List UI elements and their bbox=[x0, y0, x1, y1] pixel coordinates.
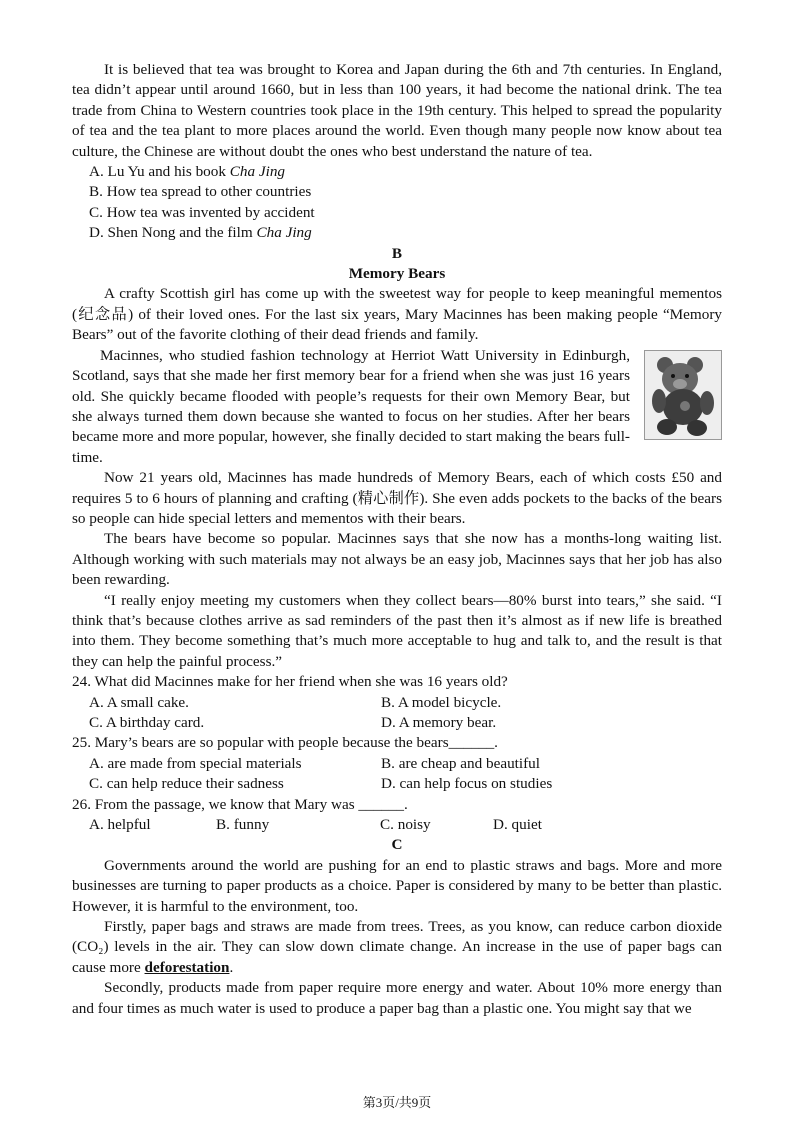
option-b: B. How tea spread to other countries bbox=[89, 183, 312, 201]
passage-a-paragraph: It is believed that tea was brought to Korea and Japan during the 6th and 7th centuries. In England, tea didn’t appear until around 1660, but in less than 100 years, it had become the national drink. The tea trade from China to Western countries took place in the 19th century. This helped to spread the popularity of tea and the tea plant to more places around the world. Even though many people now know about tea culture, the Chinese are without doubt the ones who best understand the nature of tea. bbox=[72, 61, 722, 160]
page-content bbox=[72, 60, 722, 1019]
q26-option-a: A. helpful bbox=[89, 816, 151, 834]
passage-b-p5: “I really enjoy meeting my customers when they collect bears—80% burst into tears,” she said. “I think that’s because clothes arrive as sad reminders of the past then it’s almost as if new life is breathed into them. They become something that’s much more acceptable to hug and talk to, and the result is that they can help the painful process.” bbox=[72, 591, 722, 670]
question-24-options-row1 bbox=[72, 693, 722, 713]
q26-option-d: D. quiet bbox=[493, 816, 542, 834]
passage-b-p3: Now 21 years old, Macinnes has made hundreds of Memory Bears, each of which costs £50 and requires 5 to 6 hours of planning and crafting (精心制作). She even adds pockets to the backs of the bears so people can hide special letters and mementos with their bears. bbox=[72, 469, 722, 527]
option-c: C. How tea was invented by accident bbox=[89, 203, 315, 221]
passage-b-p1: A crafty Scottish girl has come up with the sweetest way for people to keep meaningful mementos (纪念品) of their loved ones. For the last six years, Mary Macinnes has been making people “Memory Bears” out of the favorite clothing of their dead friends and family. bbox=[72, 285, 722, 344]
q26-option-b: B. funny bbox=[216, 816, 270, 834]
section-c-letter: C bbox=[391, 836, 403, 854]
teddy-bear-illustration bbox=[645, 351, 721, 439]
q25-option-b: B. are cheap and beautiful bbox=[381, 754, 540, 772]
question-25: 25. Mary’s bears are so popular with people because the bears______. bbox=[72, 734, 498, 752]
question-26: 26. From the passage, we know that Mary was ______. bbox=[72, 795, 408, 813]
passage-c-p2-text: Firstly, paper bags and straws are made from trees. Trees, as you know, can reduce carbon dioxide (CO₂) levels in the air. They can slow down climate change. An increase in the use of paper bags can cause more bbox=[72, 918, 722, 976]
passage-c-p2-end: . bbox=[229, 958, 234, 976]
question-26-options bbox=[72, 815, 722, 835]
option-a bbox=[72, 162, 722, 182]
question-25-options-row2 bbox=[72, 774, 722, 794]
passage-c-p3: Secondly, products made from paper require more energy and water. About 10% more energy than and four times as much water is used to produce a paper bag than a plastic one. You might say that we bbox=[72, 979, 722, 1017]
q26-option-c: C. noisy bbox=[380, 816, 431, 834]
option-d-italic: Cha Jing bbox=[256, 224, 312, 242]
q24-option-b: B. A model bicycle. bbox=[381, 693, 502, 711]
q25-option-a: A. are made from special materials bbox=[89, 754, 302, 772]
question-25-options-row1 bbox=[72, 754, 722, 774]
option-a-italic: Cha Jing bbox=[229, 163, 286, 181]
q24-option-d: D. A memory bear. bbox=[381, 714, 497, 731]
passage-b-p4: The bears have become so popular. Macinnes says that she now has a months-long waiting list. Although working with such materials may not always be an easy job, Macinnes says that her job has also been rewarding. bbox=[72, 530, 722, 589]
page-number-footer: 第3页/共9页 bbox=[362, 1095, 432, 1110]
question-24-options-row2 bbox=[72, 713, 722, 733]
passage-c-p2 bbox=[72, 917, 722, 978]
teddy-bear-image bbox=[644, 350, 722, 440]
option-a-text: A. Lu Yu and his book bbox=[89, 163, 230, 181]
section-b-title: Memory Bears bbox=[348, 265, 446, 283]
passage-b-p2: Macinnes, who studied fashion technology at Herriot Watt University in Edinburgh, Scotland, says that she made her first memory bear for a friend when she was just 16 years old. She quickly became flooded with people’s requests for their own Memory Bear, but she always turned them down because she wanted to focus on her studies. After her bears became more and more popular, however, she finally decided to start making the bears full-time. bbox=[72, 346, 630, 466]
option-d-text: D. Shen Nong and the film bbox=[89, 224, 257, 242]
section-b-letter: B bbox=[391, 244, 403, 262]
option-d bbox=[72, 223, 722, 243]
question-24: 24. What did Macinnes make for her friend when she was 16 years old? bbox=[72, 673, 508, 691]
q24-option-a: A. A small cake. bbox=[89, 693, 189, 711]
q25-option-c: C. can help reduce their sadness bbox=[89, 775, 284, 793]
underlined-word-deforestation: deforestation bbox=[144, 958, 230, 976]
passage-c-p1: Governments around the world are pushing for an end to plastic straws and bags. More and more businesses are turning to paper products as a choice. Paper is considered by many to be better than plastic. However, it is harmful to the environment, too. bbox=[72, 856, 722, 915]
q24-option-c: C. A birthday card. bbox=[89, 714, 205, 731]
q25-option-d: D. can help focus on studies bbox=[381, 775, 553, 793]
